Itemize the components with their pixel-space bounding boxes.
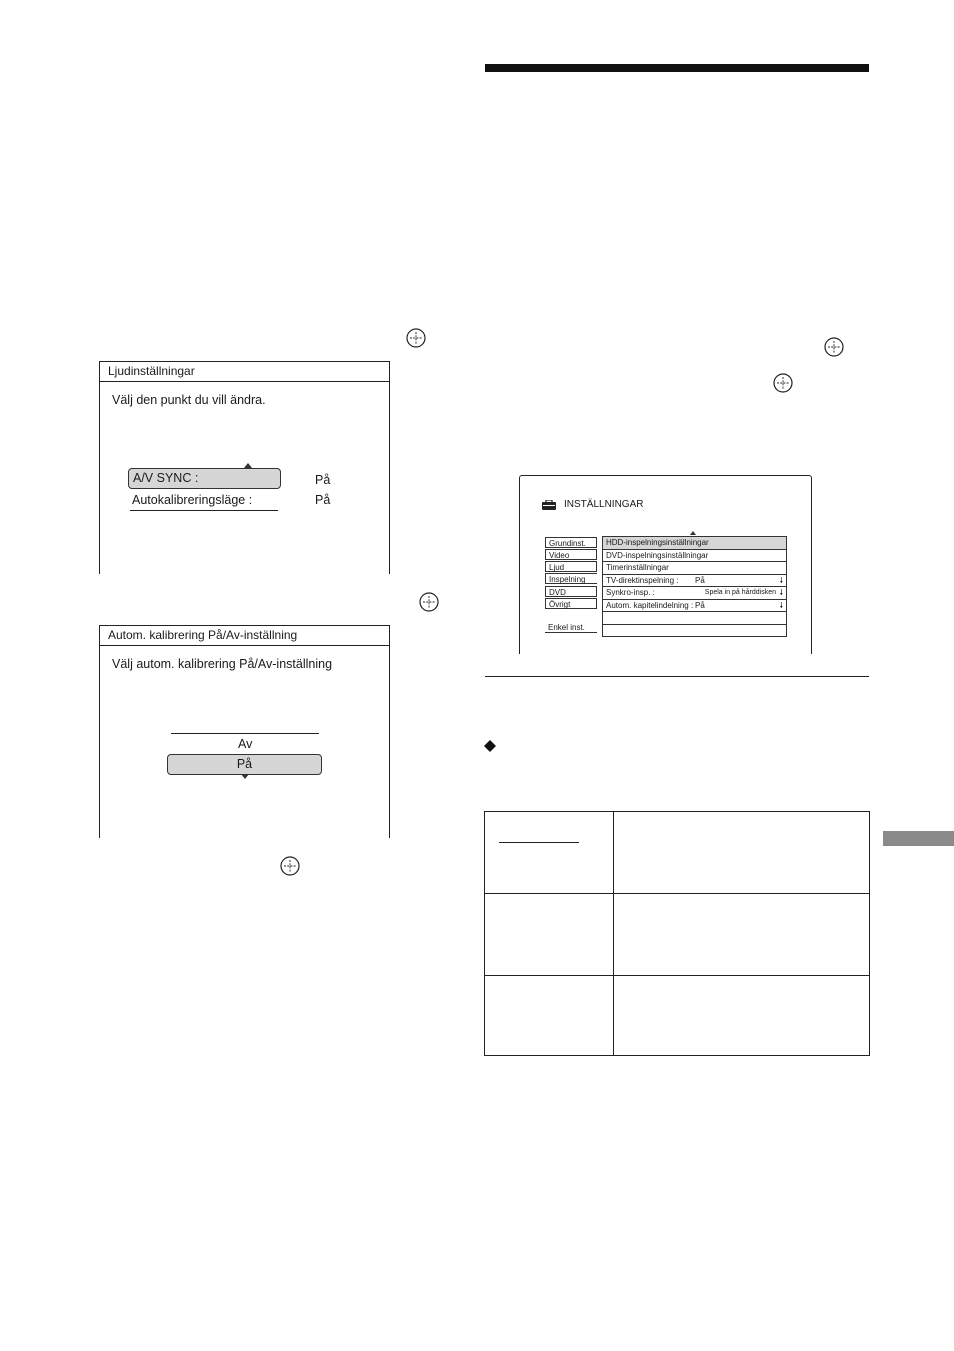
header-bar: [485, 64, 869, 72]
menu-item-value: På: [315, 493, 331, 507]
menu-item-label: A/V SYNC :: [133, 471, 199, 485]
option-value: Spela in på hårddisken: [704, 589, 776, 596]
sidebar-item-ovrigt[interactable]: Övrigt: [545, 598, 597, 609]
option-label: Autom. kapitelindelning :: [606, 600, 694, 610]
down-arrow-icon: 🠗: [779, 600, 783, 610]
down-arrow-icon: 🠗: [779, 575, 783, 585]
option-value: På: [695, 600, 705, 610]
option-label: DVD-inspelningsinställningar: [606, 550, 709, 560]
option-row-empty[interactable]: [603, 612, 786, 625]
option-row[interactable]: [603, 562, 786, 575]
audio-settings-screen: [99, 361, 390, 574]
scroll-up-indicator: [690, 531, 696, 535]
sidebar-item-inspelning[interactable]: Inspelning: [545, 573, 597, 584]
settings-options-list: [602, 536, 787, 637]
sidebar-item-video[interactable]: Video: [545, 549, 597, 560]
default-underline: [499, 842, 579, 843]
screen-prompt: Välj autom. kalibrering På/Av-inställning: [112, 657, 333, 671]
option-row[interactable]: [603, 550, 786, 563]
option-row[interactable]: [603, 587, 786, 600]
table-row-divider: [485, 893, 869, 894]
enter-button-icon: [406, 328, 426, 348]
option-label: TV-direktinspelning :: [606, 575, 679, 585]
option-row-empty[interactable]: [603, 625, 786, 637]
option-list-top-line: [171, 733, 319, 734]
option-row[interactable]: [603, 600, 786, 613]
menu-item-label: Autokalibreringsläge :: [132, 493, 253, 507]
auto-calibration-screen: [99, 625, 390, 838]
sidebar-item-ljud[interactable]: Ljud: [545, 561, 597, 572]
toolbox-icon: [542, 500, 556, 510]
menu-item-autocalibration[interactable]: [132, 493, 252, 507]
table-row-divider: [485, 975, 869, 976]
enter-button-icon: [419, 592, 439, 612]
enter-button-icon: [773, 373, 793, 393]
option-on-selected[interactable]: [167, 754, 322, 775]
option-row[interactable]: [603, 537, 786, 550]
section-divider: [485, 676, 869, 677]
settings-menu-screen: [519, 475, 812, 654]
option-row[interactable]: [603, 575, 786, 588]
diamond-bullet-icon: [484, 740, 496, 752]
enter-button-icon: [824, 337, 844, 357]
sidebar-item-dvd[interactable]: DVD: [545, 586, 597, 597]
down-arrow-icon: 🠗: [779, 588, 783, 597]
sidebar-item-grundinst[interactable]: Grundinst.: [545, 537, 597, 548]
option-off[interactable]: Av: [238, 737, 253, 751]
option-value: På: [695, 575, 705, 585]
option-label: HDD-inspelningsinställningar: [606, 538, 709, 547]
option-label: Timerinställningar: [606, 563, 669, 572]
item-underline: [130, 510, 278, 511]
option-label: På: [236, 757, 253, 771]
menu-item-value: På: [315, 473, 331, 487]
sidebar-item-enkel-inst[interactable]: Enkel inst.: [545, 622, 597, 633]
table-column-divider: [613, 812, 614, 1055]
screen-prompt: Välj den punkt du vill ändra.: [112, 393, 266, 407]
option-label: Synkro-insp. :: [606, 588, 655, 597]
screen-title: Autom. kalibrering På/Av-inställning: [100, 626, 389, 646]
chapter-tab-marker: [883, 831, 954, 846]
enter-button-icon: [280, 856, 300, 876]
menu-item-av-sync[interactable]: [128, 468, 281, 489]
screen-title: Ljudinställningar: [100, 362, 389, 382]
settings-title: INSTÄLLNINGAR: [564, 499, 644, 510]
scroll-down-indicator: [241, 774, 249, 779]
options-table: [484, 811, 870, 1056]
